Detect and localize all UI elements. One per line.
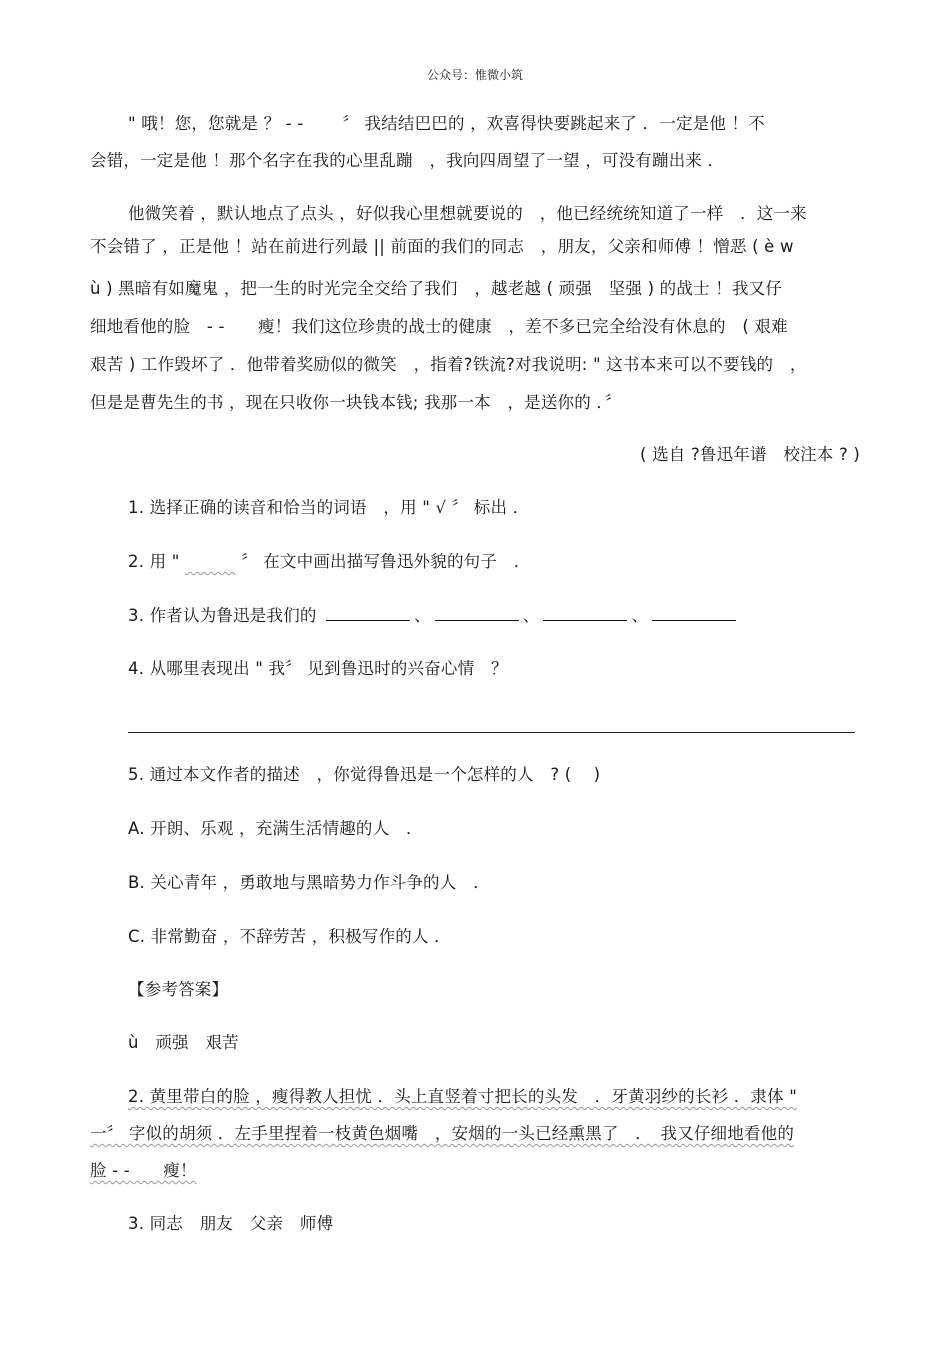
answer-2-line — [128, 1086, 903, 1108]
question-3 — [128, 605, 903, 627]
passage-line: 他微笑着 ，默认地点了点头 ，好似我心里想就要说的 ，他已经统统知道了一样 ．这一来 — [128, 204, 807, 223]
question-2 — [128, 551, 903, 573]
blank-separator: 、 — [522, 606, 540, 625]
question-2-prefix: 2. 用 " — [128, 552, 185, 571]
answer-blank-2[interactable] — [435, 606, 519, 621]
question-2-suffix: 〞 在文中画出描写鲁迅外貌的句子 ． — [235, 552, 531, 571]
passage-line: " 哦！您，您就是 ？ - - 〞 我结结巴巴的 ，欢喜得快要跳起来了 ．一定是他 ！不 — [128, 114, 765, 133]
question-5: 5. 通过本文作者的描述 ，你觉得鲁迅是一个怎样的人 ? ( ) — [128, 765, 601, 784]
option-a: A. 开朗、乐观 ，充满生活情趣的人 ． — [128, 819, 423, 838]
option-c: C. 非常勤奋 ，不辞劳苦 ，积极写作的人 ． — [128, 927, 451, 946]
passage-line: 艰苦 ) 工作毁坏了 ．他带着奖励似的微笑 ，指着?铁流?对我说明: " 这书本来可以不要钱的 ， — [90, 355, 807, 374]
blank-separator: 、 — [631, 606, 649, 625]
question-1: 1. 选择正确的读音和恰当的词语 ，用 " √ 〞 标出 ． — [128, 498, 530, 517]
answer-2-line — [90, 1123, 865, 1145]
question-4: 4. 从哪里表现出 " 我〞 见到鲁迅时的兴奋心情 ？ — [128, 659, 508, 678]
passage-line: 不会错了 ，正是他 ！站在前进行列最 || 前面的我们的同志 ，朋友，父亲和师傅 ！憎恶 ( è w — [90, 237, 794, 256]
passage-line: 细地看他的脸 - - 瘦！我们这位珍贵的战士的健康 ，差不多已完全给没有休息的 ( 艰难 — [90, 317, 788, 336]
wavy-underline-mark: ______ — [184, 552, 236, 571]
answer-3: 3. 同志 朋友 父亲 师傅 — [128, 1214, 334, 1233]
source-citation: ( 选自 ?鲁迅年谱 校注本 ? ) — [640, 445, 860, 464]
option-b: B. 关心青年 ，勇敢地与黑暗势力作斗争的人 ． — [128, 873, 490, 892]
passage-line: ù ) 黑暗有如魔鬼 ，把一生的时光完全交给了我们 ，越老越 ( 顽强 坚强 ) 的战士 ！我又仔 — [90, 279, 783, 298]
answer-line[interactable] — [128, 732, 855, 733]
answer-blank-3[interactable] — [543, 606, 627, 621]
question-3-prefix: 3. 作者认为鲁迅是我们的 — [128, 606, 317, 625]
passage-line: 会错，一定是他 ！那个名字在我的心里乱蹦 ，我向四周望了一望 ，可没有蹦出来 ． — [90, 151, 725, 170]
answer-1: ù 顽强 艰苦 — [128, 1033, 239, 1052]
answer-2-text: 2. 黄里带白的脸 ，瘦得教人担忧 ．头上直竖着寸把长的头发 ．牙黄羽纱的长衫 ．隶体 " — [128, 1087, 798, 1106]
answer-2-line — [90, 1160, 865, 1182]
answer-title: 【参考答案】 — [128, 980, 229, 999]
blank-separator: 、 — [414, 606, 431, 625]
passage-line: 但是是曹先生的书 ，现在只收你一块钱本钱; 我那一本 ，是送你的 ．〞 — [90, 393, 622, 412]
answer-blank-1[interactable] — [326, 606, 410, 621]
answer-blank-4[interactable] — [652, 606, 736, 621]
answer-2-text: 一〞 字似的胡须 ．左手里捏着一枝黄色烟嘴 ，安烟的一头已经熏黑了 ． 我又仔细地看他的 — [90, 1124, 795, 1143]
answer-2-text: 脸 - - 瘦！ — [90, 1161, 197, 1180]
page-header: 公众号：惟微小筑 — [426, 68, 523, 82]
